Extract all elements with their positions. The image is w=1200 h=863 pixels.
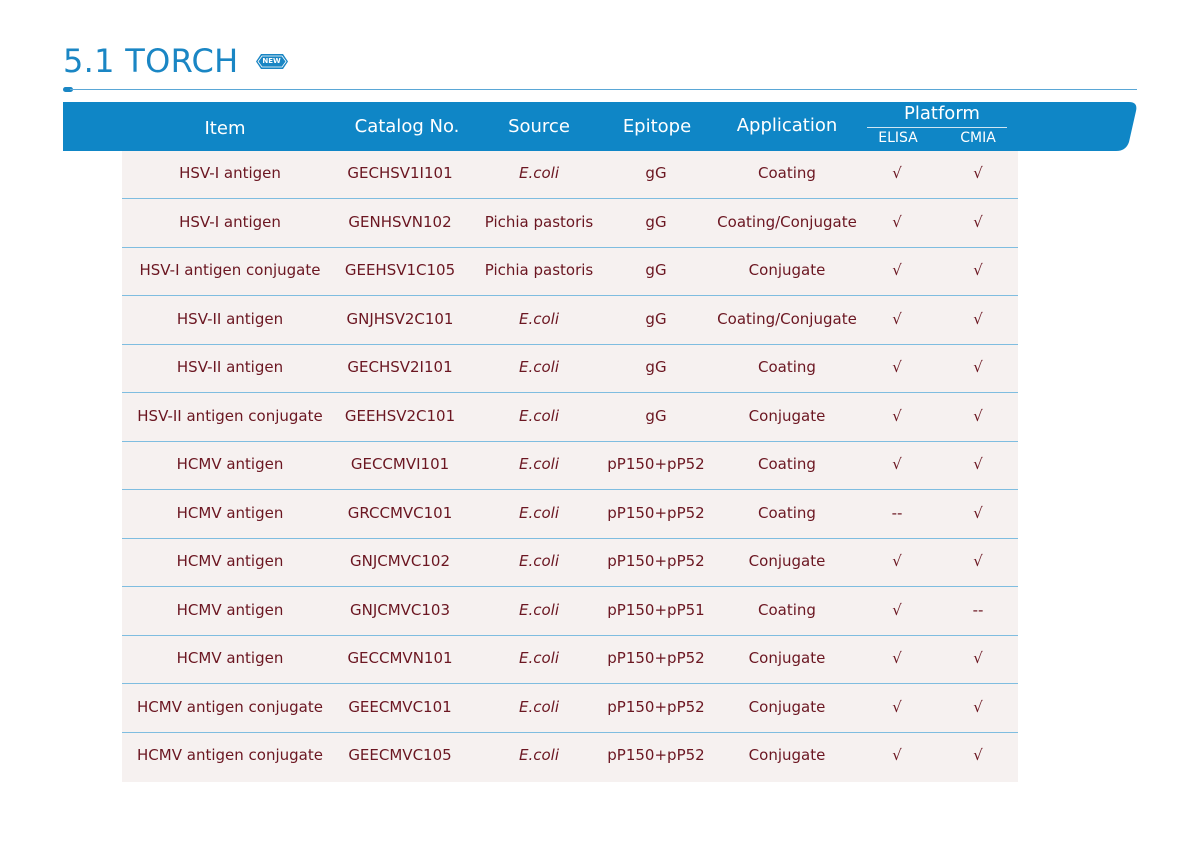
header-elisa: ELISA: [878, 130, 918, 146]
cell-cmia: √: [973, 503, 983, 522]
cell-application: Coating: [758, 164, 816, 182]
cell-catalog-no: GECCMVN101: [347, 649, 453, 667]
cell-epitope: gG: [645, 309, 667, 328]
table-row: [122, 297, 1018, 345]
cell-cmia: √: [973, 455, 983, 473]
cell-cmia: √: [973, 261, 983, 279]
cell-source: E.coli: [518, 552, 559, 570]
cell-application: Coating/Conjugate: [717, 212, 857, 231]
header-application: Application: [736, 115, 838, 136]
cell-source: E.coli: [518, 164, 559, 182]
cell-elisa: √: [892, 164, 902, 182]
table-row: [122, 588, 1018, 636]
cell-application: Conjugate: [748, 746, 826, 764]
cell-epitope: gG: [645, 164, 667, 182]
section-heading: [63, 42, 289, 80]
cell-cmia: √: [973, 746, 983, 764]
table-row: [122, 685, 1018, 733]
cell-catalog-no: GNJHSV2C101: [346, 309, 454, 328]
table-row: [122, 248, 1018, 296]
cell-item: HSV-II antigen: [176, 358, 284, 376]
cell-item: HCMV antigen: [176, 552, 284, 570]
cell-cmia: --: [972, 600, 984, 619]
cell-epitope: pP150+pP52: [607, 697, 705, 716]
cell-elisa: √: [892, 600, 902, 619]
cell-epitope: pP150+pP52: [607, 746, 705, 764]
table-row: [122, 733, 1018, 781]
cell-elisa: √: [892, 697, 902, 716]
cell-catalog-no: GEECMVC101: [348, 697, 452, 716]
cell-item: HSV-I antigen: [179, 164, 281, 182]
cell-application: Conjugate: [748, 261, 826, 279]
table-row: [122, 394, 1018, 442]
cell-source: E.coli: [518, 455, 559, 473]
cell-application: Conjugate: [748, 649, 826, 667]
cell-cmia: √: [973, 697, 983, 716]
cell-source: Pichia pastoris: [484, 261, 594, 279]
cell-elisa: √: [892, 261, 902, 279]
cell-catalog-no: GRCCMVC101: [347, 503, 453, 522]
cell-elisa: √: [892, 406, 902, 425]
cell-application: Conjugate: [748, 697, 826, 716]
cell-epitope: pP150+pP51: [607, 600, 705, 619]
page-title: 5.1 TORCH: [63, 42, 239, 80]
cell-source: E.coli: [518, 697, 559, 716]
product-table: [122, 151, 1018, 782]
header-catalog-no: Catalog No.: [354, 116, 460, 137]
cell-application: Coating: [758, 600, 816, 619]
header-item: Item: [204, 118, 246, 139]
cell-catalog-no: GNJCMVC102: [349, 552, 451, 570]
header-source: Source: [508, 116, 570, 137]
cell-cmia: √: [973, 552, 983, 570]
cell-catalog-no: GENHSVN102: [348, 212, 452, 231]
cell-elisa: √: [892, 455, 902, 473]
cell-item: HCMV antigen: [176, 503, 284, 522]
new-badge-label: NEW: [262, 57, 281, 65]
table-row: [122, 636, 1018, 684]
cell-cmia: √: [973, 212, 983, 231]
cell-cmia: √: [973, 406, 983, 425]
new-badge-icon: [255, 53, 289, 70]
cell-application: Coating: [758, 455, 816, 473]
cell-elisa: √: [892, 746, 902, 764]
cell-item: HSV-I antigen conjugate: [139, 261, 321, 279]
cell-elisa: √: [892, 552, 902, 570]
cell-item: HCMV antigen: [176, 600, 284, 619]
header-platform: Platform: [904, 103, 980, 124]
cell-epitope: pP150+pP52: [607, 649, 705, 667]
cell-epitope: gG: [645, 261, 667, 279]
header-epitope: Epitope: [622, 116, 692, 137]
cell-item: HCMV antigen conjugate: [137, 746, 323, 764]
cell-catalog-no: GECHSV2I101: [347, 358, 453, 376]
cell-epitope: pP150+pP52: [607, 455, 705, 473]
cell-epitope: pP150+pP52: [607, 503, 705, 522]
cell-item: HSV-II antigen conjugate: [137, 406, 323, 425]
table-row: [122, 442, 1018, 490]
cell-application: Conjugate: [748, 552, 826, 570]
cell-source: E.coli: [518, 309, 559, 328]
cell-elisa: √: [892, 649, 902, 667]
cell-source: E.coli: [518, 358, 559, 376]
cell-elisa: √: [892, 212, 902, 231]
cell-cmia: √: [973, 309, 983, 328]
cell-epitope: pP150+pP52: [607, 552, 705, 570]
title-divider: [70, 89, 1137, 90]
cell-cmia: √: [973, 358, 983, 376]
table-row: [122, 151, 1018, 199]
table-row: [122, 345, 1018, 393]
cell-catalog-no: GECHSV1I101: [347, 164, 453, 182]
cell-application: Coating: [758, 503, 816, 522]
table-row: [122, 200, 1018, 248]
cell-application: Coating/Conjugate: [717, 309, 857, 328]
cell-catalog-no: GNJCMVC103: [349, 600, 451, 619]
platform-divider: [867, 127, 1007, 128]
cell-catalog-no: GEEHSV2C101: [344, 406, 456, 425]
cell-cmia: √: [973, 164, 983, 182]
cell-item: HCMV antigen: [176, 455, 284, 473]
cell-item: HCMV antigen conjugate: [137, 697, 323, 716]
header-cmia: CMIA: [960, 130, 996, 146]
cell-source: E.coli: [518, 746, 559, 764]
cell-item: HSV-I antigen: [179, 212, 281, 231]
table-row: [122, 539, 1018, 587]
cell-cmia: √: [973, 649, 983, 667]
cell-application: Coating: [758, 358, 816, 376]
cell-source: E.coli: [518, 600, 559, 619]
cell-epitope: gG: [645, 406, 667, 425]
cell-source: E.coli: [518, 406, 559, 425]
cell-epitope: gG: [645, 358, 667, 376]
table-row: [122, 491, 1018, 539]
cell-catalog-no: GEECMVC105: [348, 746, 452, 764]
cell-elisa: --: [891, 503, 903, 522]
cell-application: Conjugate: [748, 406, 826, 425]
cell-source: Pichia pastoris: [484, 212, 594, 231]
cell-elisa: √: [892, 309, 902, 328]
cell-item: HCMV antigen: [176, 649, 284, 667]
cell-elisa: √: [892, 358, 902, 376]
cell-source: E.coli: [518, 503, 559, 522]
cell-item: HSV-II antigen: [176, 309, 284, 328]
cell-source: E.coli: [518, 649, 559, 667]
cell-epitope: gG: [645, 212, 667, 231]
cell-catalog-no: GEEHSV1C105: [344, 261, 456, 279]
cell-catalog-no: GECCMVI101: [350, 455, 450, 473]
